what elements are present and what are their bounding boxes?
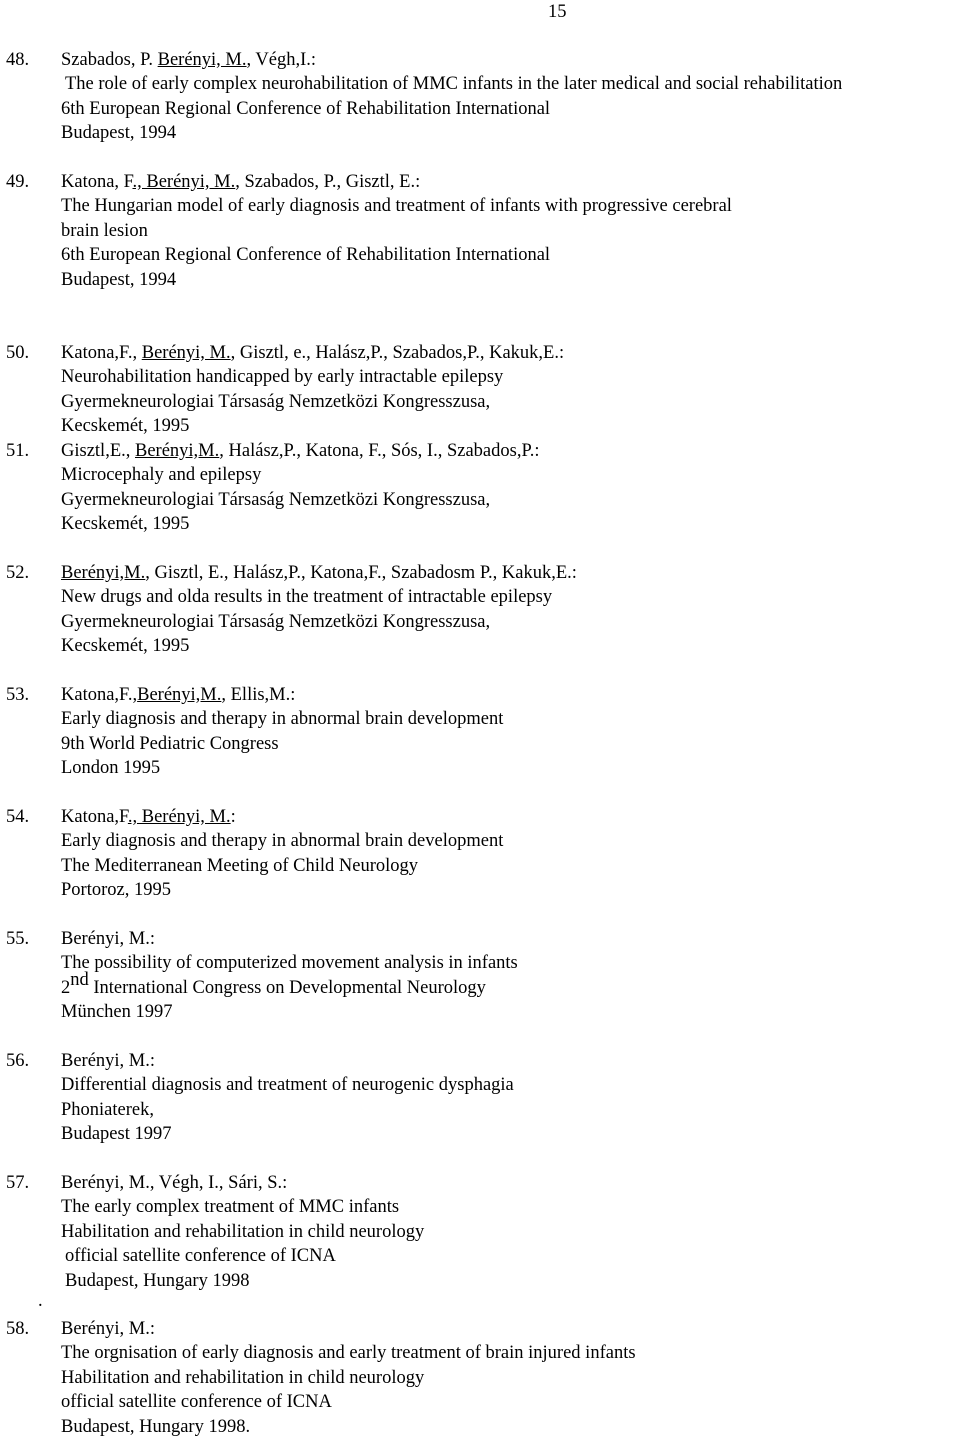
- entry-title: Microcephaly and epilepsy: [61, 465, 262, 486]
- authors: Katona, F., Berényi, M., Szabados, P., Gisztl, E.:: [61, 172, 421, 192]
- entry-venue-cont: official satellite conference of ICNA: [65, 1246, 336, 1267]
- page-number: 15: [548, 2, 567, 22]
- entry-number: 49.: [6, 172, 30, 192]
- entry-place-year: Kecskemét, 1995: [61, 416, 190, 437]
- entry-title: The possibility of computerized movement analysis in infants: [61, 953, 518, 974]
- entry-venue: 9th World Pediatric Congress: [61, 733, 279, 754]
- entry-title-cont: brain lesion: [61, 220, 148, 241]
- reference-entry-54: [6, 805, 960, 903]
- entry-place-year: Budapest, 1994: [61, 269, 177, 290]
- entry-number: 51.: [6, 441, 30, 461]
- entry-venue: 6th European Regional Conference of Rehabilitation International: [61, 98, 551, 119]
- entry-title: Differential diagnosis and treatment of neurogenic dysphagia: [61, 1075, 514, 1096]
- entry-venue: 6th European Regional Conference of Rehabilitation International: [61, 245, 551, 266]
- entry-title: The early complex treatment of MMC infants: [61, 1197, 400, 1218]
- entry-venue: Phoniaterek,: [61, 1099, 154, 1120]
- entry-place-year: Kecskemét, 1995: [61, 514, 190, 535]
- reference-entry-56: [6, 1049, 960, 1147]
- ordinal-superscript: nd: [70, 969, 89, 990]
- reference-entry-50: [6, 341, 960, 439]
- entry-number: 57.: [6, 1173, 30, 1193]
- reference-entry-52: [6, 561, 960, 659]
- authors: Berényi,M., Gisztl, E., Halász,P., Katona,F., Szabadosm P., Kakuk,E.:: [61, 563, 577, 583]
- entry-number: 52.: [6, 563, 30, 583]
- reference-entry-49: [6, 170, 960, 292]
- authors: Berényi, M.:: [61, 1319, 156, 1339]
- entry-place-year: London 1995: [61, 758, 161, 779]
- entry-title: Early diagnosis and therapy in abnormal brain development: [61, 831, 504, 852]
- authors: Berényi, M., Végh, I., Sári, S.:: [61, 1173, 288, 1193]
- entry-number: 55.: [6, 929, 30, 949]
- entry-number: 50.: [6, 343, 30, 363]
- authors: Katona,F., Berényi, M.:: [61, 807, 236, 827]
- authors: Gisztl,E., Berényi,M., Halász,P., Katona, F., Sós, I., Szabados,P.:: [61, 441, 540, 461]
- reference-entry-55: [6, 927, 960, 1025]
- reference-entry-48: [6, 48, 960, 146]
- entry-number: 53.: [6, 685, 30, 705]
- reference-entry-57: [6, 1171, 960, 1293]
- entry-venue-cont: official satellite conference of ICNA: [61, 1392, 332, 1413]
- entry-title: The orgnisation of early diagnosis and early treatment of brain injured infants: [61, 1343, 636, 1364]
- entry-place-year: München 1997: [61, 1002, 173, 1023]
- entry-number: 58.: [6, 1319, 30, 1339]
- entry-place-year: Portoroz, 1995: [61, 880, 171, 901]
- authors: Szabados, P. Berényi, M., Végh,I.:: [61, 50, 317, 70]
- entry-place-year: Budapest, 1994: [61, 123, 177, 144]
- entry-title: New drugs and olda results in the treatment of intractable epilepsy: [61, 587, 553, 608]
- entry-number: 56.: [6, 1051, 30, 1071]
- entry-place-year: Budapest, Hungary 1998: [65, 1270, 250, 1291]
- reference-entry-58: [6, 1317, 960, 1439]
- stray-dot: .: [38, 1291, 43, 1311]
- entry-venue: Gyermekneurologiai Társaság Nemzetközi Kongresszusa,: [61, 489, 491, 510]
- entry-place-year: Budapest 1997: [61, 1124, 172, 1145]
- authors: Katona,F., Berényi, M., Gisztl, e., Halász,P., Szabados,P., Kakuk,E.:: [61, 343, 565, 363]
- entry-title: Early diagnosis and therapy in abnormal brain development: [61, 709, 504, 730]
- entry-place-year: Kecskemét, 1995: [61, 636, 190, 657]
- entry-number: 48.: [6, 50, 30, 70]
- entry-place-year: Budapest, Hungary 1998.: [61, 1416, 251, 1437]
- entry-venue: The Mediterranean Meeting of Child Neurology: [61, 855, 419, 876]
- entry-title: Neurohabilitation handicapped by early intractable epilepsy: [61, 367, 504, 388]
- entry-venue: 2nd International Congress on Developmental Neurology: [61, 969, 486, 998]
- reference-entry-51: [6, 439, 960, 537]
- authors: Berényi, M.:: [61, 929, 156, 949]
- entry-venue: Habilitation and rehabilitation in child neurology: [61, 1221, 425, 1242]
- entry-title: The Hungarian model of early diagnosis and treatment of infants with progressive cerebral: [61, 196, 732, 217]
- entry-venue: Gyermekneurologiai Társaság Nemzetközi Kongresszusa,: [61, 391, 491, 412]
- entry-venue: Habilitation and rehabilitation in child neurology: [61, 1367, 425, 1388]
- authors: Katona,F.,Berényi,M., Ellis,M.:: [61, 685, 296, 705]
- reference-entry-53: [6, 683, 960, 781]
- authors: Berényi, M.:: [61, 1051, 156, 1071]
- entry-title: The role of early complex neurohabilitation of MMC infants in the later medical and social rehabilitation: [65, 74, 843, 95]
- entry-venue: Gyermekneurologiai Társaság Nemzetközi Kongresszusa,: [61, 611, 491, 632]
- entry-number: 54.: [6, 807, 30, 827]
